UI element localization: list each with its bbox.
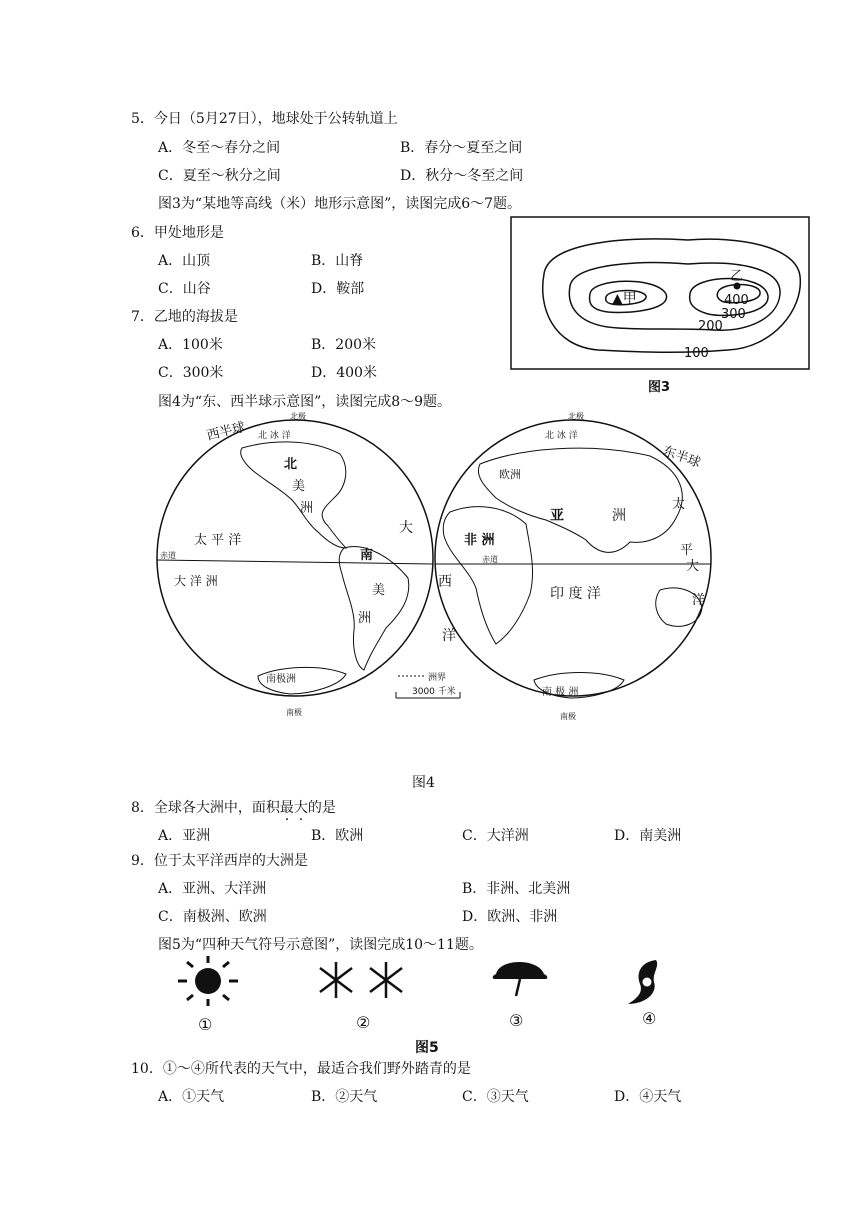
west-pacific-label: 太 平 洋 — [194, 533, 242, 548]
q8-option-b: B．欧洲 — [311, 828, 364, 844]
east-da-label: 大 — [686, 559, 700, 574]
q10-option-d: D．④天气 — [614, 1089, 682, 1105]
east-antarctica-label: 南 极 洲 — [542, 687, 579, 698]
q9-option-a: A．亚洲、大洋洲 — [158, 881, 267, 897]
east-arctic-label: 北 冰 洋 — [545, 431, 578, 441]
q10-option-a: A．①天气 — [158, 1089, 225, 1105]
sunny-icon — [178, 956, 238, 1006]
fig3-label-400: 400 — [724, 293, 749, 308]
fig5-weather-symbols — [170, 954, 690, 1034]
east-ping-label: 平 — [680, 543, 694, 558]
q5-option-d: D．秋分～冬至之间 — [400, 168, 524, 184]
fig3-label-100: 100 — [684, 346, 709, 361]
east-south-pole: 南极 — [560, 712, 576, 721]
cloud-rain-icon — [493, 962, 548, 996]
q8-stem-pre: 8．全球各大洲中，面积 — [131, 800, 280, 816]
q8-option-c: C．大洋洲 — [462, 828, 529, 844]
east-yang-label: 洋 — [442, 628, 456, 644]
eurasia-outline — [478, 448, 682, 552]
fig3-intro: 图3为“某地等高线（米）地形示意图”，读图完成6～7题。 — [158, 196, 522, 212]
fig5-caption: 图5 — [415, 1040, 439, 1056]
q7-option-d: D．400米 — [311, 365, 377, 381]
west-north-pole: 北极 — [290, 412, 306, 421]
east-indian-label: 印 度 洋 — [550, 586, 601, 602]
q9-stem: 9．位于太平洋西岸的大洲是 — [131, 853, 308, 869]
boundary-legend-label: 洲界 — [428, 673, 447, 683]
fig3-caption: 图3 — [648, 380, 671, 394]
west-arctic-label: 北 冰 洋 — [258, 431, 291, 441]
typhoon-icon — [628, 960, 657, 1004]
q5-option-b: B．春分～夏至之间 — [400, 140, 523, 156]
fig5-label-3: ③ — [509, 1011, 524, 1030]
q5-option-c: C．夏至～秋分之间 — [158, 168, 281, 184]
q8-option-a: A．亚洲 — [158, 828, 211, 844]
q7-option-b: B．200米 — [311, 337, 377, 353]
east-north-pole: 北极 — [568, 412, 584, 421]
west-hemisphere-label: 西半球 — [205, 419, 247, 444]
fig3-label-200: 200 — [698, 319, 723, 334]
scale-bar-label: 3000 千米 — [412, 687, 456, 697]
q5-stem: 5．今日（5月27日），地球处于公转轨道上 — [131, 111, 398, 127]
snow-icon — [320, 962, 402, 998]
fig5-label-2: ② — [356, 1013, 371, 1032]
south-america-outline — [339, 547, 409, 670]
q7-option-a: A．100米 — [158, 337, 223, 353]
contour-100 — [543, 239, 801, 352]
q8-stem-emphasis-2: 大 — [293, 800, 308, 816]
fig4-caption: 图4 — [412, 775, 435, 791]
east-equator-label: 赤道 — [482, 555, 498, 564]
east-asia-1: 亚 — [550, 508, 564, 524]
q10-option-b: B．②天气 — [311, 1089, 378, 1105]
q6-option-b: B．山脊 — [311, 253, 364, 269]
fig5-label-4: ④ — [642, 1009, 657, 1028]
west-antarctica-label: 南极洲 — [266, 674, 296, 685]
q6-option-d: D．鞍部 — [311, 281, 365, 297]
east-tai-label: 太 — [672, 497, 686, 512]
q6-option-a: A．山顶 — [158, 253, 211, 269]
q7-stem: 7．乙地的海拔是 — [131, 309, 238, 325]
fig3-label-yi: 乙 — [730, 269, 744, 284]
east-asia-2: 洲 — [612, 508, 626, 524]
west-na-2: 美 — [292, 479, 306, 494]
fig4-intro: 图4为“东、西半球示意图”，读图完成8～9题。 — [158, 394, 452, 410]
east-hemisphere-circle — [435, 420, 711, 696]
west-oceania-label: 大 洋 洲 — [174, 574, 218, 588]
fig5-intro: 图5为“四种天气符号示意图”，读图完成10～11题。 — [158, 937, 483, 953]
q8-stem — [131, 797, 336, 817]
east-xi-label: 西 — [438, 574, 452, 590]
africa-outline — [443, 507, 532, 644]
q8-stem-post: 的是 — [307, 800, 336, 816]
q9-option-d: D．欧洲、非洲 — [462, 909, 558, 925]
q8-option-d: D．南美洲 — [614, 828, 682, 844]
q6-option-c: C．山谷 — [158, 281, 211, 297]
q6-stem: 6．甲处地形是 — [131, 225, 224, 241]
west-sa-3: 洲 — [358, 611, 372, 626]
west-sa-2: 美 — [372, 583, 386, 598]
q10-stem: 10．①～④所代表的天气中，最适合我们野外踏青的是 — [131, 1061, 471, 1077]
fig4-hemispheres-map — [150, 408, 720, 728]
east-africa-label: 非 洲 — [464, 533, 495, 548]
q9-option-c: C．南极洲、欧洲 — [158, 909, 267, 925]
west-na-1: 北 — [284, 457, 298, 472]
fig3-frame — [511, 217, 809, 369]
west-south-pole: 南极 — [286, 708, 302, 717]
fig3-label-jia: ▲甲 — [612, 291, 637, 307]
q5-option-a: A．冬至～春分之间 — [158, 140, 281, 156]
fig3-label-300: 300 — [721, 307, 746, 322]
q8-stem-emphasis-1: 最 — [279, 800, 294, 816]
q9-option-b: B．非洲、北美洲 — [462, 881, 571, 897]
west-na-3: 洲 — [300, 501, 314, 516]
east-europe-label: 欧洲 — [499, 468, 521, 481]
fig3-contour-map — [508, 214, 812, 394]
fig5-label-1: ① — [198, 1015, 213, 1034]
east-hemisphere-label: 东半球 — [660, 443, 703, 472]
west-atlantic-da: 大 — [399, 520, 413, 536]
q7-option-c: C．300米 — [158, 365, 224, 381]
west-equator-label: 赤道 — [160, 551, 176, 560]
west-sa-1: 南 — [360, 548, 374, 563]
east-yang2-label: 洋 — [692, 593, 706, 608]
q10-option-c: C．③天气 — [462, 1089, 529, 1105]
